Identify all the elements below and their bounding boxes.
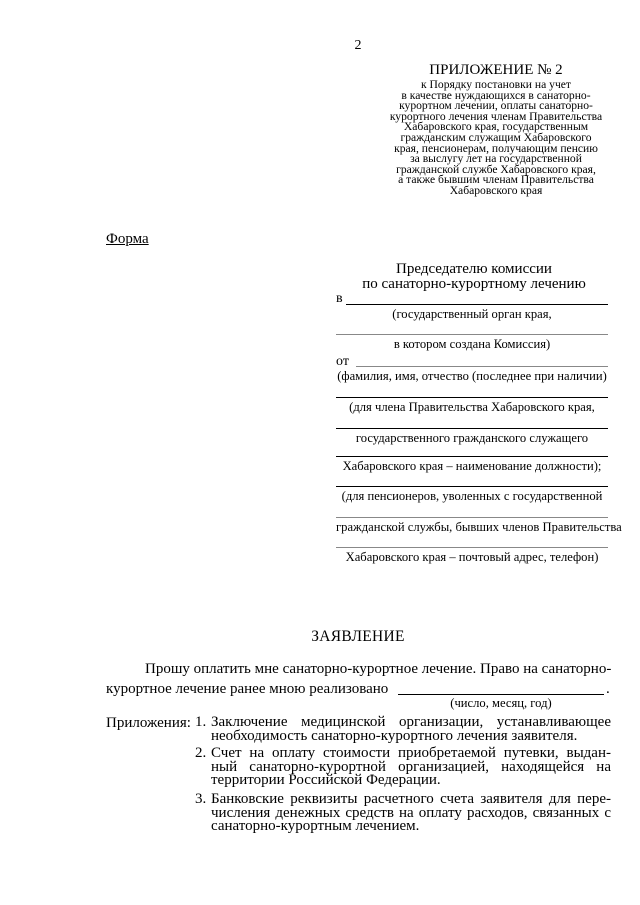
attachment-line: ный санаторно-курортной организацией, находящейся на [211,758,611,775]
statement-end: . [606,681,610,697]
attachments-label: Приложения: [106,715,191,731]
prefix-from: от [336,354,349,369]
appendix-line: гражданским служащим Хабаровского [400,130,592,144]
addressee-line1: Председателю комиссии [396,261,552,277]
appendix-line: курортного лечения членам Правительства [389,109,603,123]
from-field-line-2[interactable] [336,428,608,429]
addressee-line2: по санаторно-курортному лечению [362,276,586,292]
appendix-line: Хабаровского края, государственным [403,120,589,134]
caption-from-4: (для пенсионеров, уволенных с государственной [341,489,603,503]
attachment-item [195,793,611,834]
attachment-item [195,747,611,788]
attachment-line: необходимость санаторно-курортного лечения заявителя. [211,727,578,744]
organ-field-line-1[interactable] [346,304,608,305]
caption-from-1: (для члена Правительства Хабаровского края, [349,400,595,414]
date-field-line[interactable] [398,694,604,695]
appendix-line: в качестве нуждающихся в санаторно- [401,88,591,102]
appendix-line: к Порядку постановки на учет [421,78,571,91]
caption-from-2: государственного гражданского служащего [355,431,589,445]
attachment-number: 2. [195,745,207,761]
from-field-line-5[interactable] [336,517,608,518]
caption-from-5: гражданской службы, бывших членов Правительства [336,520,622,534]
appendix-line: за выслугу лет на государственной [410,152,582,166]
attachment-line: Заключение медицинской организации, устанавливающее [211,714,611,730]
attachment-line: Банковские реквизиты расчетного счета заявителя для пере- [211,791,611,807]
appendix-title: ПРИЛОЖЕНИЕ № 2 [429,62,563,78]
attachment-line: Счет на оплату стоимости приобретаемой путевки, выдан- [211,745,611,761]
form-label: Форма [106,231,149,247]
from-field-line-1[interactable] [336,397,608,398]
statement-line1: Прошу оплатить мне санаторно-курортное лечение. Право на санаторно- [145,661,612,677]
date-caption: (число, месяц, год) [450,696,552,710]
attachment-line: санаторно-курортным лечением. [211,818,420,834]
appendix-line: края, пенсионерам, получающим пенсию [394,141,598,155]
caption-from-0: (фамилия, имя, отчество (последнее при наличии) [337,369,607,383]
caption-organ-1: (государственный орган края, [392,307,552,321]
attachment-number: 3. [195,791,207,807]
appendix-line: Хабаровского края [449,183,543,197]
attachment-number: 1. [195,714,207,730]
caption-from-6: Хабаровского края – почтовый адрес, телефон) [345,550,599,564]
organ-field-line-2[interactable] [336,334,608,335]
from-field-line-4[interactable] [336,486,608,487]
appendix-reference [372,80,620,197]
statement-line2: курортное лечение ранее мною реализовано [106,681,389,697]
name-field-line[interactable] [356,366,608,367]
attachment-line: территории Российской Федерации. [211,772,441,788]
page-number: 2 [354,38,362,53]
caption-from-3: Хабаровского края – наименование должности); [342,459,602,473]
addressee-block [340,262,608,292]
appendix-line: гражданской службе Хабаровского края, [396,162,596,176]
from-field-line-6[interactable] [336,547,608,548]
appendix-line: а также бывшим членам Правительства [398,173,594,187]
attachment-item [195,716,611,743]
from-field-line-3[interactable] [336,456,608,457]
prefix-in: в [336,291,343,306]
caption-organ-2: в котором создана Комиссия) [393,337,551,351]
appendix-line: курортном лечении, оплаты санаторно- [399,99,593,113]
statement-title: ЗАЯВЛЕНИЕ [311,628,405,645]
attachment-line: числения денежных средств на оплату расходов, связанных с [211,804,611,821]
